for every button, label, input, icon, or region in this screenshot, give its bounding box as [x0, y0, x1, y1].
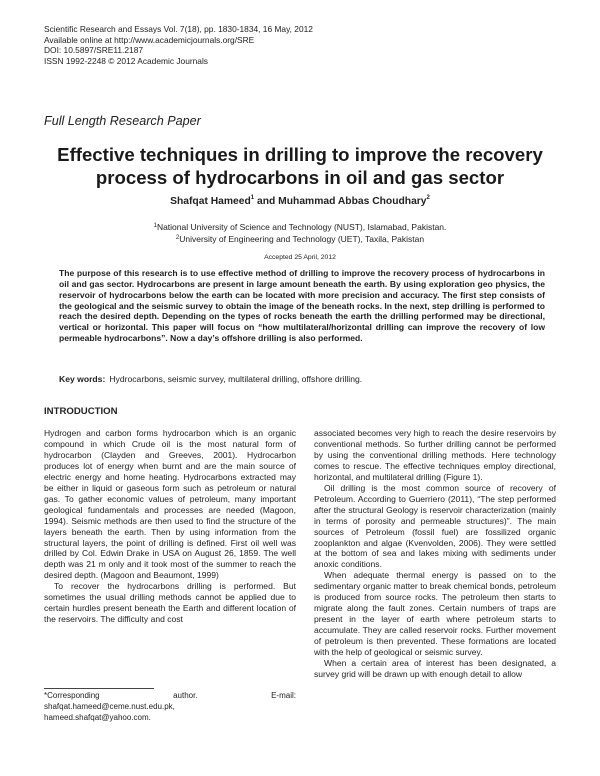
- paragraph: To recover the hydrocarbons drilling is performed. But sometimes the usual drilling methods cannot be applied due to certain hurdles present beneath the Earth and different location of the reservoirs. The difficulty and cost: [44, 581, 296, 625]
- author-joiner: and: [254, 196, 279, 207]
- authors: [0, 196, 600, 207]
- email-link-1[interactable]: shafqat.hameed@ceme.nust.edu.pk,: [44, 702, 175, 712]
- author-2-sup: 2: [426, 195, 430, 201]
- paragraph: Hydrogen and carbon forms hydrocarbon which is an organic compound in which Crude oil is the most natural form of hydrocarbon (Clayden and Greeves, 2001). Hydrocarbon produces lot of energy when burnt and are the main source of electric energy and home heating. Hydrocarbons extracted may be either in liquid or gaseous form such as petroleum or natural gas. To gather economic values of petroleum, many important geological fundamentals and processes are needed (Magoon, 1994). Seismic methods are then used to find the structure of the layers beneath the earth. Then by using information from the structural layers, the point of drilling is defined. First oil well was drilled by Col. Edwin Drake in USA on August 26, 1859. The well depth was 21 m only and it took most of the summer to reach the desired depth. (Magoon and Beaumont, 1999): [44, 428, 296, 581]
- footnote-line: [44, 690, 296, 701]
- journal-header: [44, 24, 313, 66]
- affiliation-1-sup: 1: [153, 223, 157, 229]
- paper-type: Full Length Research Paper: [44, 114, 201, 128]
- doi: DOI: 10.5897/SRE11.2187: [44, 45, 144, 56]
- footnote-author-word: author.: [173, 691, 198, 700]
- paragraph: Oil drilling is the most common source of recovery of Petroleum. According to Guerriero (2011), “The step performed after the structural Geology is reservoir characterization (mainly in terms of porosity and permeable structures)”. The main sources of Petroleum (fossil fuel) are fossilized organic zooplankton and algae (Kvenvolden, 2006). They were settled at the bottom of sea and lakes mixing with sediments under anoxic conditions.: [314, 482, 556, 570]
- affiliations: [0, 222, 600, 245]
- author-1-sup: 1: [250, 195, 255, 201]
- affiliation-2-text: University of Engineering and Technology (UET), Taxila, Pakistan: [179, 233, 425, 244]
- affiliation-1-text: National University of Science and Technology (NUST), Islamabad, Pakistan.: [156, 222, 447, 232]
- left-column: [44, 428, 296, 625]
- journal-url: Available online at http://www.academicjournals.org/SRE: [44, 34, 255, 45]
- footnote: [44, 690, 296, 724]
- keywords-label: Key words:: [59, 374, 106, 384]
- keywords: [59, 374, 545, 384]
- affiliation-1: [0, 222, 600, 234]
- affiliation-2: [0, 234, 600, 246]
- section-heading-introduction: INTRODUCTION: [44, 406, 118, 417]
- accepted-date: Accepted 25 April, 2012: [264, 254, 336, 261]
- footnote-corresponding: *Corresponding: [44, 691, 100, 700]
- affiliation-2-sup: 2: [175, 234, 180, 241]
- paper-title: Effective techniques in drilling to improve the recovery process of hydrocarbons in oil and gas sector: [57, 144, 543, 188]
- paragraph: When adequate thermal energy is passed on to the sedimentary organic matter to break chemical bonds, petroleum is produced from source rocks. The petroleum then starts to migrate along the fault zones. Certain numbers of traps are present in the layer of earth where petroleum starts to accumulate. They are called reservoir rocks. Further movement of petroleum is then prevented. These formations are located with the help of geological or seismic survey.: [314, 570, 556, 658]
- journal-citation: Scientific Research and Essays Vol. 7(18), pp. 1830-1834, 16 May, 2012: [44, 24, 313, 34]
- paragraph: associated becomes very high to reach the desire reservoirs by conventional methods. So further drilling cannot be performed by using the conventional drilling methods. Here technology comes to rescue. The effective techniques employ directional, horizontal, and multilateral drilling (Figure 1).: [314, 428, 556, 482]
- footnote-divider: [44, 688, 154, 689]
- author-1: Shafqat Hameed: [170, 196, 251, 207]
- paragraph: When a certain area of interest has been designated, a survey grid will be drawn up with enough detail to allow: [314, 658, 556, 679]
- footnote-email-label: E-mail:: [271, 691, 296, 700]
- abstract: The purpose of this research is to use effective method of drilling to improve the recovery process of hydrocarbons in oil and gas sector. Hydrocarbons are present in large amount beneath the earth. By using exploration geo physics, the reservoir of hydrocarbons below the earth can be located with more precision and accuracy. The first step consists of the geological and the seismic survey to obtain the image of the beneath rocks. In the next, step drilling is performed to reach the desired depth. Depending on the types of rocks beneath the earth the drilling performed may be directional, vertical or horizontal. This paper will focus on “how multilateral/horizontal drilling can improve the recovery of low permeable hydrocarbons”. Now a day’s offshore drilling is also performed.: [59, 268, 545, 344]
- email-link-2[interactable]: hameed.shafqat@yahoo.com.: [44, 713, 151, 723]
- author-2: Muhammad Abbas Choudhary: [278, 196, 427, 207]
- right-column: [314, 428, 556, 680]
- keywords-text: Hydrocarbons, seismic survey, multilateral drilling, offshore drilling.: [109, 374, 363, 384]
- issn: ISSN 1992-2248 © 2012 Academic Journals: [44, 55, 208, 66]
